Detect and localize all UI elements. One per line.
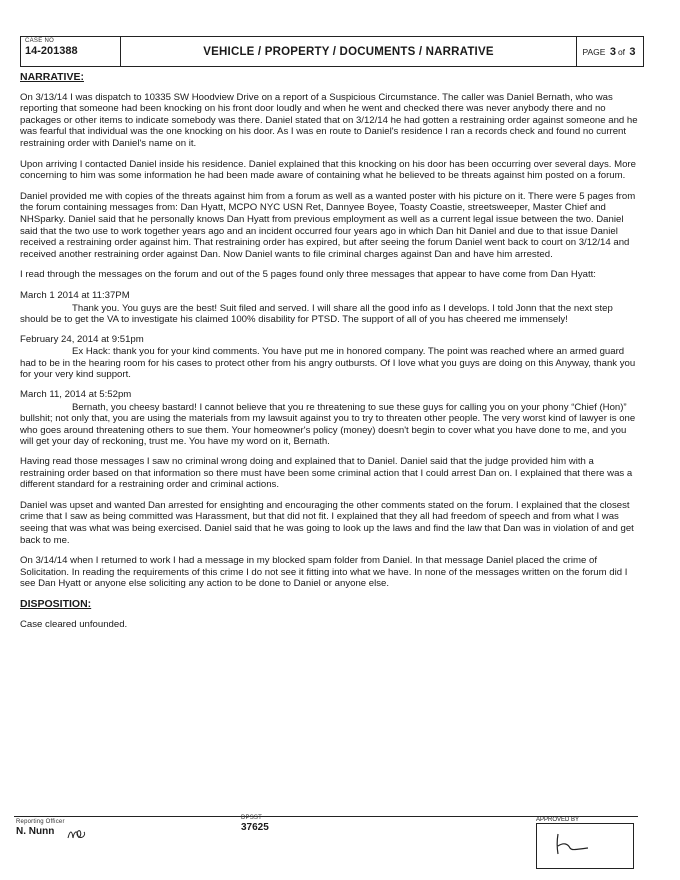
case-number: 14-201388 [25, 45, 78, 57]
message-date: March 11, 2014 at 5:52pm [20, 389, 132, 401]
message-text: Thank you. You guys are the best! Suit filed and served. I will share all the good info as I develops. I told Jonn that the next step should be to get the VA to investigate his claimed 100% disability for PTSD. The support of all of you has cheered me immensely! [20, 302, 613, 326]
forum-message-3 [20, 389, 638, 448]
approved-by-label: APPROVED BY [536, 817, 580, 823]
narrative-section [20, 72, 638, 639]
narrative-paragraph-1: On 3/13/14 I was dispatch to 10335 SW Hoodview Drive on a report of a Suspicious Circumstance. The caller was Daniel Bernath, who was reporting that someone had been knocking on his front door loudly and when he went and checked there was never anybody there and no packages or other items to indicate somebody was there. Daniel stated that on 3/12/14 he had gotten a restraining order against someone and he was fearful that individual was the one knocking on his door. As I was en route to Daniel's residence I ran a records check and found no current restraining order with Daniel's name on it. [20, 91, 638, 149]
report-title: VEHICLE / PROPERTY / DOCUMENTS / NARRATIVE [203, 45, 494, 58]
narrative-heading: NARRATIVE: [20, 71, 84, 83]
narrative-paragraph-3: Daniel provided me with copies of the threats against him from a forum as well as a wanted poster with his picture on it. There were 5 pages from the forum containing messages from: Dan Hyatt, MCPO NYC USN Ret, Dannyee Boyee, Toasty Coastie, streetsweeper, Master Chief and NHSparky. Daniel said that he personally knows Dan Hyatt from previous employment as well as a current legal issue between the two. Daniel said that the two use to work together years ago and an incident occurred four years ago in which Dan hit Daniel and due to that issue Daniel received a restraining order against him. That restraining order has expired, but after seeing the forum Daniel went back to court on 3/12/14 and received another restraining order against Dan. Now Daniel wants to file criminal charges against Dan and have him arrested. [20, 190, 636, 260]
page-total: 3 [629, 45, 636, 58]
page-word: PAGE [582, 46, 606, 57]
dpsst-label: DPSST [241, 815, 263, 821]
reporting-officer-name: N. Nunn [16, 826, 55, 837]
message-text: Ex Hack: thank you for your kind comments. You have put me in honored company. The point was reached where an armed guard had to be in the hearing room for his cases to protect other from his angry outbursts. Of I love what you guys are doing on this Anyway, thank you for your very kind support. [20, 346, 636, 381]
message-date: March 1 2014 at 11:37PM [20, 289, 130, 301]
narrative-paragraph-4: I read through the messages on the forum and out of the 5 pages found only three messages that appear to have come from Dan Hyatt: [20, 269, 596, 281]
case-number-cell [21, 37, 121, 66]
message-text: Bernath, you cheesy bastard! I cannot believe that you re threatening to sue these guys for calling you on your phony “Chief (Hon)” bullshit; not only that, you are using the materials from my lawsuit against you to try to threaten other people. The very worst kind of lawyer is one who goes around threatening others to sue them. Your homeowner's policy (money) doesn't begin to cover what you have done to me, and you will get your day of reckoning, trust me. You have my word on it, Bernath. [20, 401, 636, 448]
forum-message-2 [20, 334, 638, 381]
narrative-paragraph-6: Daniel was upset and wanted Dan arrested for ensighting and encouraging the other comments stated on the forum. I explained that the closest crime that I saw as being committed was Harassment, but that did not fit. I explained that they all had freedom of speech and from what I was seeing that was what was being exercised. Daniel said that he was going to look up the laws and find the law that Dan was in violation of and get back to me. [20, 499, 634, 546]
dpsst-number: 37625 [241, 822, 269, 833]
narrative-paragraph-2: Upon arriving I contacted Daniel inside his residence. Daniel explained that this knocking on his door has been occurring over several days. More concerning to him was some information he had been made aware of containing what he believed to be threats against him posted on a forum. [20, 158, 636, 182]
officer-initials-signature [66, 826, 92, 842]
report-header [20, 36, 644, 67]
page-of: of [617, 46, 626, 57]
case-number-label: CASE NO [25, 38, 55, 44]
reporting-officer-label: Reporting Officer [16, 819, 65, 825]
narrative-paragraph-7: On 3/14/14 when I returned to work I had a message in my blocked spam folder from Daniel. In that message Daniel placed the crime of Solicitation. In reading the requirements of this crime I do not see it fitting into what we have. In none of the messages written on the forum did I see Dan Hyatt or anyone else soliciting any action to be done to Daniel or anyone else. [20, 555, 628, 590]
narrative-paragraph-5: Having read those messages I saw no criminal wrong doing and explained that to Daniel. Daniel said that the judge provided him with a restraining order based on that information so there must have been some criminal action that I could arrest Dan on. I explained that there was a different standard for a restraining order and criminal actions. [20, 456, 633, 491]
disposition-heading: DISPOSITION: [20, 597, 92, 610]
approver-signature [552, 832, 592, 856]
message-date: February 24, 2014 at 9:51pm [20, 333, 144, 345]
disposition-text: Case cleared unfounded. [20, 618, 128, 630]
page-current: 3 [609, 45, 616, 58]
forum-message-1 [20, 290, 638, 326]
page-number [576, 37, 643, 66]
